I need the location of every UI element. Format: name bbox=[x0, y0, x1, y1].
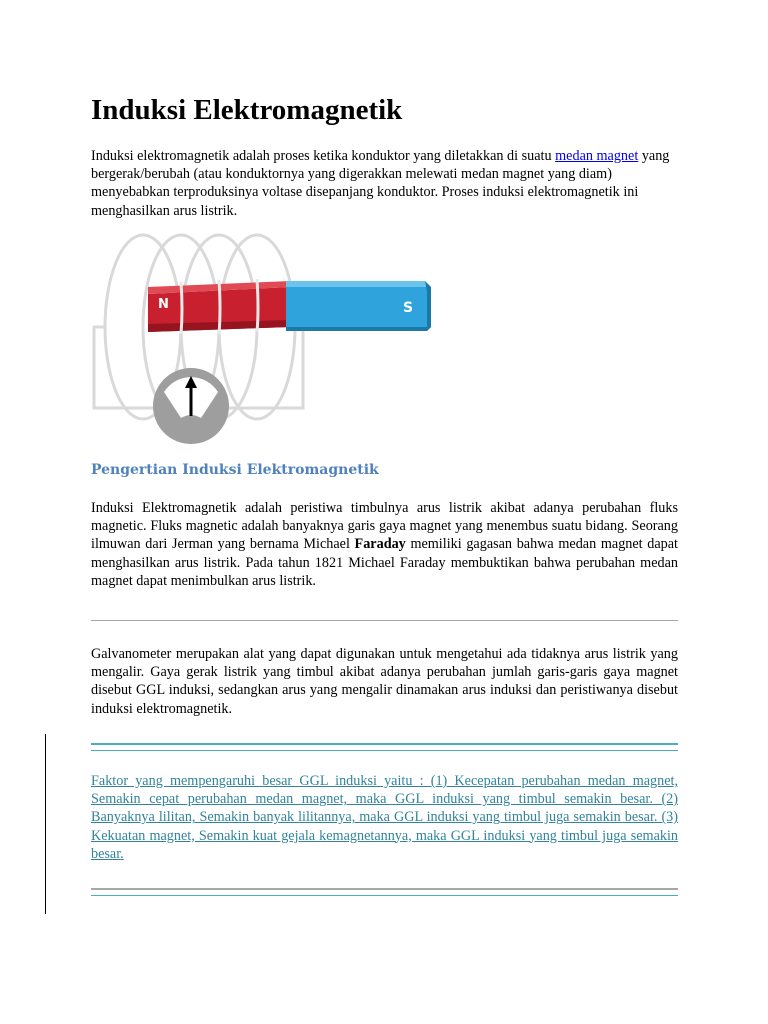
south-pole-label: S bbox=[403, 300, 414, 316]
divider-gray bbox=[91, 620, 678, 621]
faraday-bold: Faraday bbox=[354, 536, 406, 553]
section-heading: Pengertian Induksi Elektromagnetik bbox=[91, 462, 379, 478]
page-title: Induksi Elektromagnetik bbox=[91, 94, 403, 126]
para1-text-start: Induksi Elektromagnetik adalah peristiwa timbulnya arus listrik akibat adanya perubahan fluks magnetic. Fluks magnetic adalah banyaknya garis gaya magnet yang menembus suatu bidang. Seorang ilmuwan dari Jerman yang bernama Michael bbox=[91, 500, 678, 553]
intro-text-start: Induksi elektromagnetik adalah proses ketika konduktor yang diletakkan di suatu bbox=[91, 148, 556, 164]
bar-magnet-icon bbox=[148, 279, 431, 334]
quote-paragraph: Faktor yang mempengaruhi besar GGL induksi yaitu : (1) Kecepatan perubahan medan magnet, Semakin cepat perubahan medan magnet, maka GGL induksi yang timbul semakin besar. (2) Banyaknya lilitan, Semakin banyak lilitannya, maka GGL induksi yang timbul juga semakin besar. (3) Kekuatan magnet, Semakin kuat gejala kemagnetannya, maka GGL induksi yang timbul juga semakin besar. bbox=[91, 773, 678, 862]
intro-paragraph bbox=[91, 147, 683, 220]
body-paragraph-1 bbox=[91, 499, 678, 590]
induction-diagram bbox=[91, 232, 436, 447]
galvanometer-icon bbox=[153, 368, 229, 444]
quote-border-bottom bbox=[91, 888, 678, 896]
quote-border-top bbox=[91, 743, 678, 751]
margin-change-bar bbox=[45, 734, 46, 914]
para1-text-end: memiliki gagasan bahwa medan magnet dapat menghasilkan arus listrik. Pada tahun 1821 Michael Faraday membuktikan bahwa perubahan medan magnet dapat menimbulkan arus listrik. bbox=[91, 536, 678, 589]
medan-magnet-link[interactable]: medan magnet bbox=[555, 148, 639, 164]
intro-text-end: yang bergerak/berubah (atau konduktornya yang digerakkan melewati medan magnet yang diam) menyebabkan terproduksinya voltase disepanjang konduktor. Proses induksi elektromagnetik ini menghasilkan arus listrik. bbox=[91, 148, 670, 219]
north-pole-label: N bbox=[158, 297, 169, 312]
induction-illustration bbox=[91, 232, 436, 447]
body-paragraph-2: Galvanometer merupakan alat yang dapat digunakan untuk mengetahui ada tidaknya arus listrik yang mengalir. Gaya gerak listrik yang timbul akibat adanya perubahan jumlah garis-garis gaya magnet disebut GGL induksi, sedangkan arus yang mengalir dinamakan arus induksi dan peristiwanya disebut induksi elektromagnetik. bbox=[91, 646, 678, 717]
